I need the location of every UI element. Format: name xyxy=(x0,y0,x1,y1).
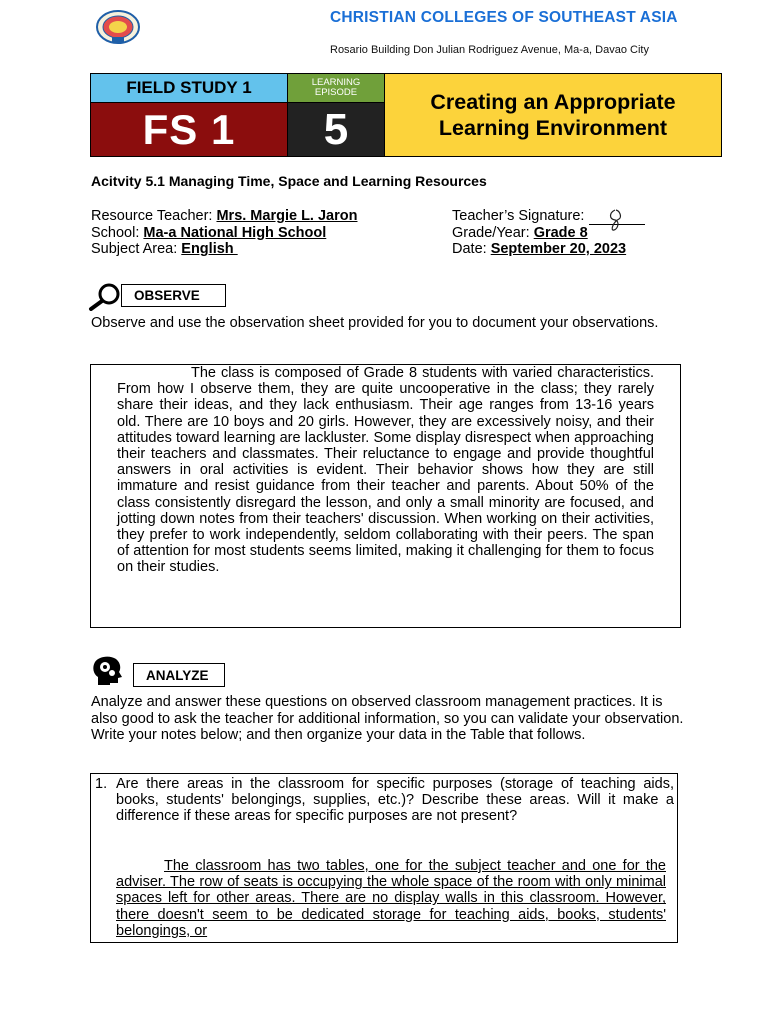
course-label: FIELD STUDY 1 xyxy=(91,74,288,103)
episode-title-line1: Creating an Appropriate xyxy=(430,90,676,114)
resource-teacher-label: Resource Teacher: xyxy=(91,208,217,224)
info-left xyxy=(91,208,357,258)
school-label: School: xyxy=(91,224,144,241)
observe-instruction: Observe and use the observation sheet provided for you to document your observations. xyxy=(91,315,659,331)
subject-label: Subject Area: xyxy=(91,241,182,257)
school-value: Ma-a National High School xyxy=(143,224,327,241)
date-value: September 20, 2023 xyxy=(490,241,627,257)
episode-title-line2: Learning Environment xyxy=(438,116,668,140)
grade-value: Grade 8 xyxy=(533,224,588,241)
analyze-instruction: Analyze and answer these questions on observed classroom management practices. It is also good to ask the teacher for additional information, so you can validate your observation. Write your notes below; and then organize your data in the Table that follows. xyxy=(91,694,684,743)
episode-banner xyxy=(90,73,722,157)
analyze-label: ANALYZE xyxy=(133,663,225,687)
grade-label: Grade/Year: xyxy=(452,224,534,241)
activity-title: Acitvity 5.1 Managing Time, Space and Learning Resources xyxy=(91,173,487,189)
school-row xyxy=(91,225,357,242)
question-text: Are there areas in the classroom for specific purposes (storage of teaching aids, books, students' belongings, supplies, etc.)? Describe these areas. Will it make a difference if these areas for specific purposes are not present? xyxy=(116,776,674,825)
signature-line xyxy=(589,210,645,225)
observation-text: The class is composed of Grade 8 students with varied characteristics. From how I observe them, they are quite uncooperative in the class; they rarely share their ideas, and they lack enthusiasm. Their age ranges from 13-16 years old. There are 10 boys and 20 girls. However, they are excessively noisy, and their attitudes toward learning are lackluster. Some display disrespect when approaching their teachers and classmates. Their reluctance to engage and provide thoughtful answers in oral activities is evident. Their behavior shows how they are still immature and resist guidance from their teacher and parents. About 50% of the class consistently disregard the lesson, and only a small minority are focused, and jotting down notes from their teachers' discussion. When working on their activities, they prefer to work independently, seldom collaborating with their peers. The span of attention for most students seems limited, making it challenging for them to focus on their studies. xyxy=(117,365,654,576)
signature-label: Teacher’s Signature: xyxy=(452,208,589,224)
school-name: CHRISTIAN COLLEGES OF SOUTHEAST ASIA xyxy=(330,9,678,26)
episode-label-line1: LEARNING xyxy=(311,77,361,88)
school-address: Rosario Building Don Julian Rodriguez Avenue, Ma-a, Davao City xyxy=(330,44,649,56)
signature-icon xyxy=(589,207,645,233)
question-number: 1. xyxy=(95,776,108,792)
course-code: FS 1 xyxy=(91,103,288,156)
observe-label: OBSERVE xyxy=(121,284,226,307)
episode-label-line2: EPISODE xyxy=(314,87,358,98)
school-seal-icon xyxy=(96,9,140,45)
episode-number: 5 xyxy=(288,103,385,156)
episode-title xyxy=(385,74,721,156)
observation-box xyxy=(90,364,681,628)
subject-row xyxy=(91,241,357,258)
date-row xyxy=(452,241,645,258)
resource-teacher-row xyxy=(91,208,357,225)
info-right xyxy=(452,208,645,258)
subject-value: English xyxy=(181,241,238,257)
date-label: Date: xyxy=(452,241,491,257)
resource-teacher-value: Mrs. Margie L. Jaron xyxy=(216,208,358,224)
signature-row xyxy=(452,208,645,225)
question-box xyxy=(90,773,678,943)
head-gears-icon xyxy=(90,655,126,687)
episode-label xyxy=(288,74,385,103)
answer-text: The classroom has two tables, one for the subject teacher and one for the adviser. The row of seats is occupying the whole space of the room with only minimal spaces left for other areas. There are no display walls in this classroom. However, there doesn't seem to be dedicated storage for teaching aids, books, students' belongings, or xyxy=(116,858,666,939)
magnifier-icon xyxy=(88,283,122,311)
